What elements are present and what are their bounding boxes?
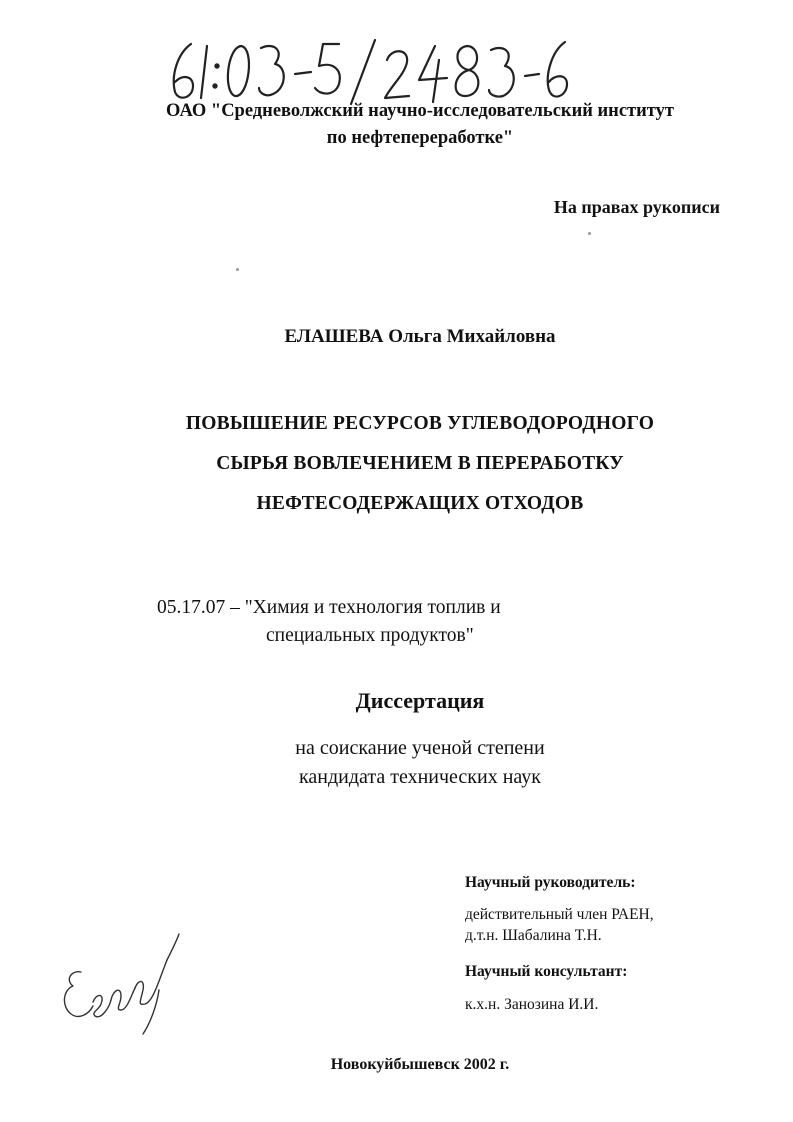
supervisor-details (465, 904, 765, 946)
degree-line-2: кандидата технических наук (298, 766, 542, 788)
manuscript-rights-note: На правах рукописи (553, 197, 720, 217)
document-type: Диссертация (355, 688, 485, 713)
scan-speck (236, 268, 239, 271)
supervisor-heading: Научный руководитель: (465, 874, 636, 891)
specialty-line-1: 05.17.07 – "Химия и технология топлив и (157, 597, 501, 618)
dissertation-title (100, 404, 740, 524)
handwritten-signature (55, 930, 185, 1040)
consultant-heading: Научный консультант: (465, 963, 628, 980)
city-and-year: Новокуйбышевск 2002 г. (330, 1056, 510, 1073)
specialty-code (157, 594, 657, 650)
institute-line-2: по нефтепереработке" (326, 128, 514, 148)
supervisor-line-1: действительный член РАЕН, (465, 906, 654, 923)
institute-name (100, 98, 740, 152)
institute-line-1: ОАО "Средневолжский научно-исследовательский институт (166, 101, 674, 121)
degree-statement (100, 734, 740, 792)
title-line-2: СЫРЬЯ ВОВЛЕЧЕНИЕМ В ПЕРЕРАБОТКУ (216, 453, 624, 474)
degree-line-1: на соискание ученой степени (295, 737, 545, 759)
supervisor-line-2: д.т.н. Шабалина Т.Н. (465, 927, 602, 944)
title-line-1: ПОВЫШЕНИЕ РЕСУРСОВ УГЛЕВОДОРОДНОГО (185, 413, 655, 434)
scan-speck (588, 232, 591, 235)
author-name: ЕЛАШЕВА Ольга Михайловна (284, 326, 556, 347)
consultant-line-1: к.х.н. Занозина И.И. (465, 996, 599, 1013)
consultant-details (465, 994, 765, 1015)
title-line-3: НЕФТЕСОДЕРЖАЩИХ ОТХОДОВ (256, 493, 584, 514)
specialty-line-2: специальных продуктов" (266, 625, 474, 646)
